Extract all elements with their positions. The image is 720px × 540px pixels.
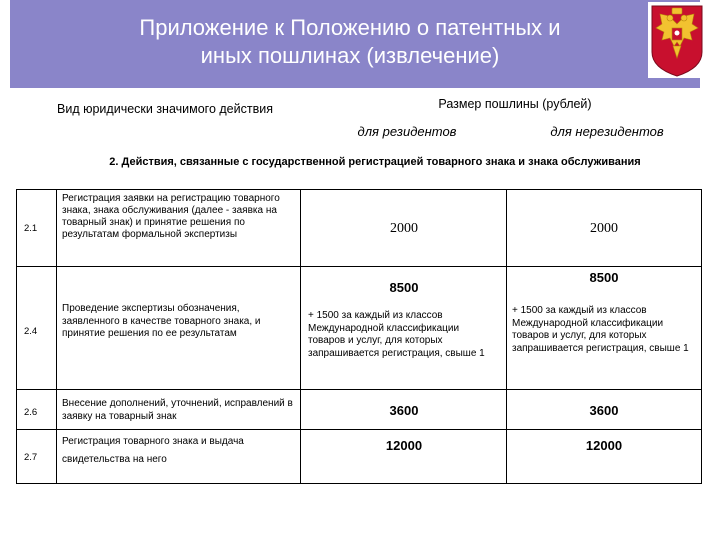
page-title: [30, 14, 670, 70]
russian-coat-of-arms-icon: [648, 2, 706, 78]
table-left-border: [16, 189, 17, 484]
table-num-divider: [56, 189, 57, 484]
row-residents-fee: 3600: [389, 403, 419, 418]
col-residents-header: для резидентов: [357, 124, 457, 139]
row-residents-fee: 8500: [389, 280, 419, 295]
row-residents-fee: 2000: [390, 221, 418, 236]
section-heading: 2. Действия, связанные с государственной регистрацией товарного знака и знака обслуживания: [109, 156, 641, 168]
row-nonresidents-fee: 12000: [585, 438, 623, 453]
table-bottom-border: [16, 483, 702, 484]
row-description: Внесение дополнений, уточнений, исправлений в заявку на товарный знак: [62, 398, 293, 422]
row-description: Регистрация заявки на регистрацию товарного знака, знака обслуживания (далее - заявка на товарный знак) и принятие решения по результатам формальной экспертизы: [62, 193, 280, 240]
row-residents-extra: + 1500 за каждый из классов Международной классификации товаров и услуг, для которых запрашивается регистрация, свыше 1: [308, 310, 485, 359]
row-number: 2.6: [24, 407, 38, 418]
row-divider-3: [16, 429, 702, 430]
row-nonresidents-fee: 3600: [589, 403, 619, 418]
row-nonresidents-fee: 8500: [589, 270, 619, 285]
table-right-border: [701, 189, 702, 484]
row-residents-fee: 12000: [385, 438, 423, 453]
row-nonresidents-fee: 2000: [590, 221, 618, 236]
title-line-2: иных пошлинах (извлечение): [200, 43, 500, 68]
row-divider-2: [16, 389, 702, 390]
row-number: 2.4: [24, 326, 38, 337]
col-action-header: Вид юридически значимого действия: [57, 102, 273, 116]
row-number: 2.7: [24, 452, 38, 463]
row-divider-1: [16, 266, 702, 267]
row-description: Проведение экспертизы обозначения, заявленного в качестве товарного знака, и принятие решения по ее результатам: [62, 303, 261, 339]
row-nonresidents-extra: + 1500 за каждый из классов Международной классификации товаров и услуг, для которых запрашивается регистрация, свыше 1: [512, 305, 689, 354]
col-nonresidents-header: для нерезидентов: [550, 124, 664, 139]
col-fee-header: Размер пошлины (рублей): [438, 97, 592, 111]
table-top-border: [16, 189, 702, 190]
title-line-1: Приложение к Положению о патентных и: [139, 15, 561, 40]
table-desc-divider: [300, 189, 301, 484]
row-number: 2.1: [24, 223, 38, 234]
header-banner: [10, 0, 700, 88]
row-description: Регистрация товарного знака и выдача свидетельства на него: [62, 436, 244, 465]
